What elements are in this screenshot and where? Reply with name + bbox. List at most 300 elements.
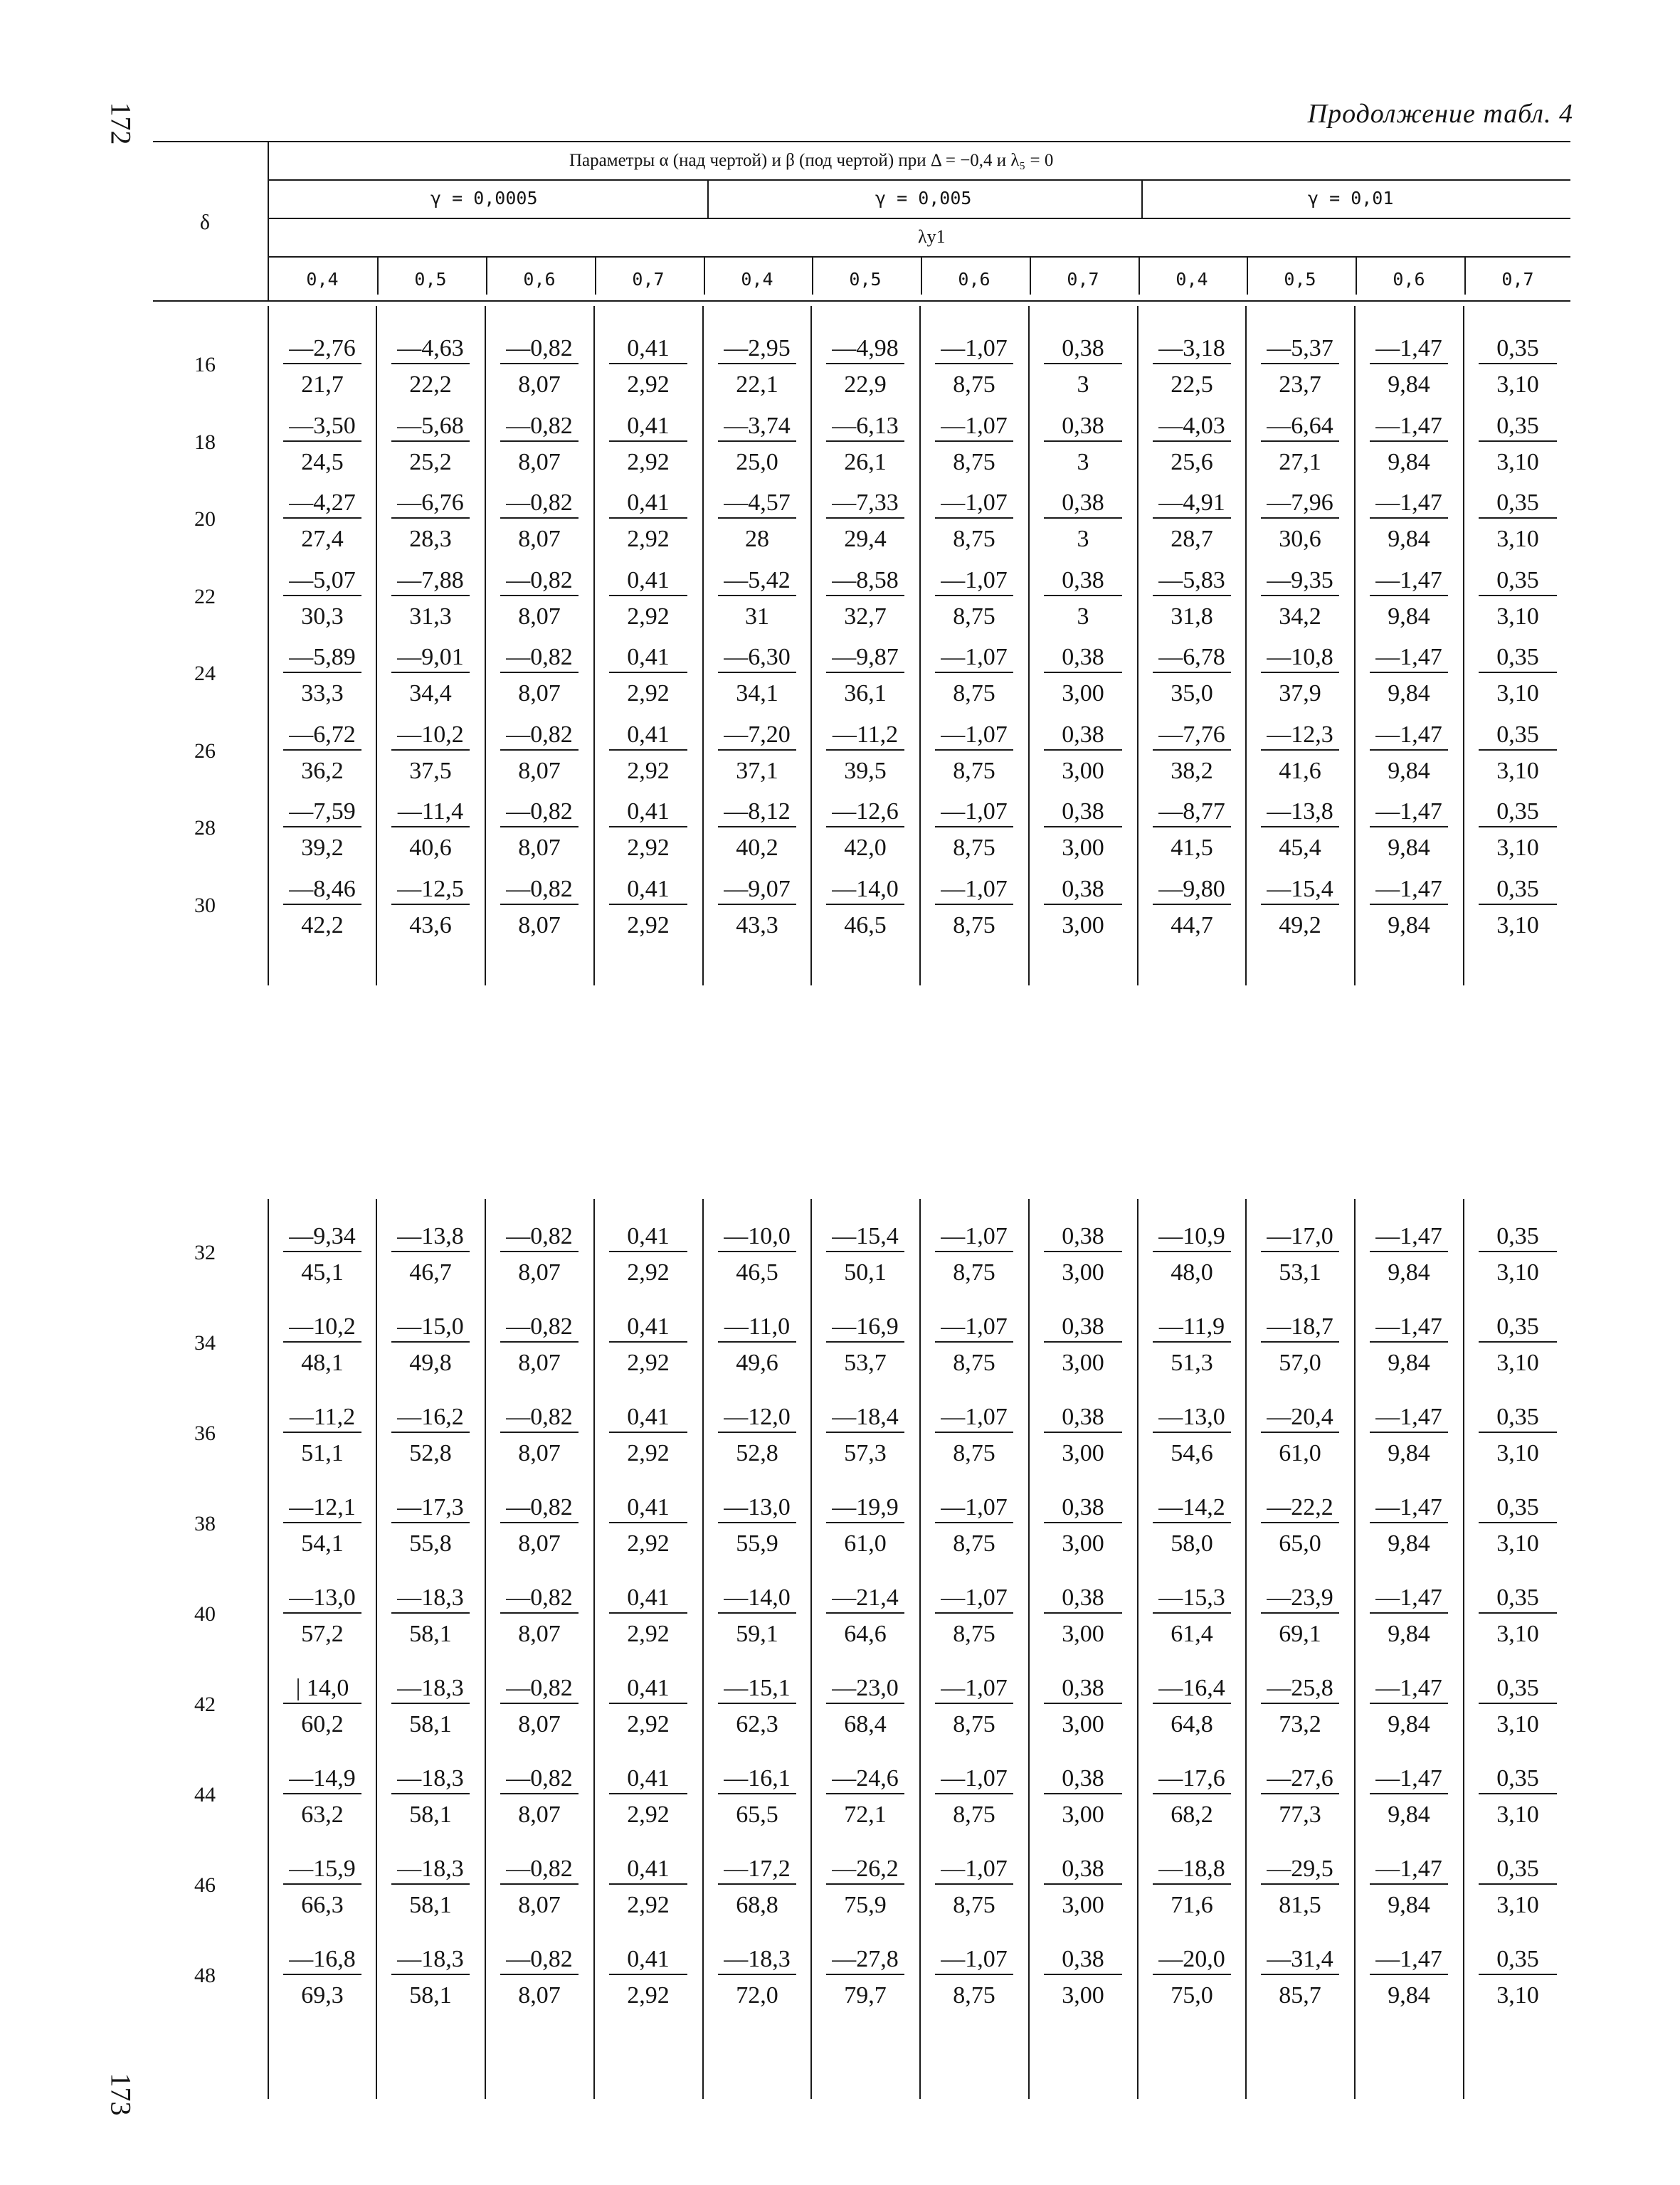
param-cell — [283, 1493, 361, 1560]
alpha-value: —9,80 — [1153, 875, 1231, 905]
alpha-value: 0,38 — [1044, 1584, 1122, 1614]
alpha-value: —5,07 — [283, 566, 361, 596]
beta-value: 61,4 — [1171, 1621, 1213, 1647]
beta-value: 2,92 — [627, 1802, 670, 1828]
column-line — [593, 306, 595, 985]
param-cell — [500, 1222, 579, 1289]
param-cell — [500, 566, 579, 633]
beta-value: 31 — [745, 603, 769, 630]
beta-value: 3,10 — [1496, 526, 1539, 552]
lambda-label: λy1 — [918, 226, 946, 247]
param-cell — [935, 643, 1013, 710]
beta-value: 60,2 — [301, 1711, 344, 1737]
beta-value: 52,8 — [736, 1440, 778, 1466]
param-cell — [1261, 412, 1339, 479]
param-cell — [1153, 798, 1231, 864]
beta-value: 3,10 — [1496, 603, 1539, 630]
beta-value: 28 — [745, 526, 769, 552]
param-cell — [826, 1945, 904, 2012]
column-line — [1245, 306, 1247, 985]
lambda-separator — [1464, 258, 1466, 295]
alpha-value: 0,35 — [1479, 1222, 1557, 1252]
param-cell — [1153, 1222, 1231, 1289]
param-cell — [1479, 798, 1557, 864]
beta-value: 9,84 — [1388, 1259, 1430, 1286]
param-cell — [1044, 1584, 1122, 1651]
alpha-value: 0,41 — [609, 489, 687, 519]
alpha-value: 0,41 — [609, 566, 687, 596]
param-cell — [1370, 1403, 1448, 1470]
param-cell — [1261, 1855, 1339, 1922]
beta-value: 52,8 — [409, 1440, 452, 1466]
column-line — [593, 1199, 595, 2099]
beta-value: 3 — [1077, 371, 1089, 398]
lambda-separator — [595, 258, 596, 295]
param-cell — [500, 1584, 579, 1651]
param-cell — [391, 1493, 470, 1560]
alpha-value: —6,13 — [826, 412, 904, 442]
beta-value: 58,1 — [409, 1711, 452, 1737]
beta-value: 59,1 — [736, 1621, 778, 1647]
alpha-value: —1,07 — [935, 1493, 1013, 1523]
beta-value: 9,84 — [1388, 1711, 1430, 1737]
param-cell — [1370, 1945, 1448, 2012]
gamma-group-2: γ = 0,005 — [875, 188, 972, 208]
beta-value: 38,2 — [1171, 757, 1213, 784]
param-cell — [1044, 1222, 1122, 1289]
param-cell — [826, 1584, 904, 1651]
beta-value: 3,00 — [1062, 1621, 1104, 1647]
alpha-value: —0,82 — [500, 1584, 579, 1614]
beta-value: 8,75 — [953, 1621, 995, 1647]
beta-value: 46,5 — [844, 911, 887, 938]
beta-value: 58,0 — [1171, 1530, 1213, 1557]
alpha-value: —1,07 — [935, 566, 1013, 596]
param-cell — [1044, 1493, 1122, 1560]
alpha-value: 0,35 — [1479, 489, 1557, 519]
beta-value: 40,6 — [409, 835, 452, 861]
param-cell — [391, 1674, 470, 1741]
param-cell — [1479, 1855, 1557, 1922]
beta-value: 9,84 — [1388, 1440, 1430, 1466]
param-cell — [609, 1674, 687, 1741]
beta-value: 9,84 — [1388, 1982, 1430, 2009]
beta-value: 3 — [1077, 448, 1089, 475]
beta-value: 3 — [1077, 603, 1089, 630]
alpha-value: —7,33 — [826, 489, 904, 519]
beta-value: 57,0 — [1279, 1350, 1321, 1376]
alpha-value: 0,41 — [609, 798, 687, 827]
param-cell — [826, 489, 904, 556]
beta-value: 58,1 — [409, 1621, 452, 1647]
page-number-right: 173 — [105, 2073, 137, 2116]
header-lambda-rule — [269, 256, 1570, 258]
alpha-value: —5,37 — [1261, 334, 1339, 364]
param-cell — [500, 334, 579, 401]
param-cell — [1261, 1222, 1339, 1289]
delta-value: 48 — [194, 1964, 216, 1987]
beta-value: 2,92 — [627, 1530, 670, 1557]
beta-value: 9,84 — [1388, 448, 1430, 475]
alpha-value: —1,47 — [1370, 334, 1448, 364]
beta-value: 3,00 — [1062, 911, 1104, 938]
beta-value: 8,07 — [518, 1350, 561, 1376]
beta-value: 34,4 — [409, 680, 452, 707]
beta-value: 8,75 — [953, 603, 995, 630]
param-cell — [1370, 566, 1448, 633]
alpha-value: 0,41 — [609, 1765, 687, 1794]
param-cell — [826, 1855, 904, 1922]
param-cell — [1479, 1222, 1557, 1289]
param-cell — [718, 412, 796, 479]
param-cell — [718, 566, 796, 633]
alpha-value: 0,35 — [1479, 1855, 1557, 1885]
alpha-value: —1,07 — [935, 1945, 1013, 1975]
beta-value: 9,84 — [1388, 1892, 1430, 1918]
alpha-value: —18,3 — [391, 1855, 470, 1885]
beta-value: 9,84 — [1388, 835, 1430, 861]
param-cell — [500, 1765, 579, 1831]
param-cell — [935, 566, 1013, 633]
alpha-value: —1,07 — [935, 489, 1013, 519]
param-cell — [1044, 721, 1122, 788]
beta-value: 3,10 — [1496, 680, 1539, 707]
column-line — [268, 1199, 269, 2099]
param-cell — [935, 412, 1013, 479]
alpha-value: —18,3 — [391, 1584, 470, 1614]
param-cell — [1044, 643, 1122, 710]
param-cell — [1479, 875, 1557, 942]
beta-value: 65,0 — [1279, 1530, 1321, 1557]
alpha-value: —14,9 — [283, 1765, 361, 1794]
alpha-value: —26,2 — [826, 1855, 904, 1885]
param-cell — [935, 489, 1013, 556]
beta-value: 48,0 — [1171, 1259, 1213, 1286]
delta-value: 20 — [194, 507, 216, 531]
alpha-value: —6,64 — [1261, 412, 1339, 442]
alpha-value: —1,07 — [935, 1855, 1013, 1885]
beta-value: 22,2 — [409, 371, 452, 398]
beta-value: 2,92 — [627, 911, 670, 938]
param-cell — [718, 1855, 796, 1922]
beta-value: 45,1 — [301, 1259, 344, 1286]
param-cell — [1044, 1674, 1122, 1741]
beta-value: 9,84 — [1388, 680, 1430, 707]
alpha-value: —25,8 — [1261, 1674, 1339, 1704]
param-cell — [935, 798, 1013, 864]
alpha-value: —1,07 — [935, 1674, 1013, 1704]
alpha-value: —9,07 — [718, 875, 796, 905]
alpha-value: —1,47 — [1370, 1674, 1448, 1704]
delta-value: 18 — [194, 430, 216, 454]
param-cell — [1044, 566, 1122, 633]
alpha-value: —18,3 — [718, 1945, 796, 1975]
param-cell — [283, 1674, 361, 1741]
param-cell — [609, 566, 687, 633]
alpha-value: 0,38 — [1044, 1855, 1122, 1885]
alpha-value: —1,47 — [1370, 1584, 1448, 1614]
param-cell — [826, 334, 904, 401]
beta-value: 9,84 — [1388, 1530, 1430, 1557]
beta-value: 61,0 — [1279, 1440, 1321, 1466]
beta-value: 43,6 — [409, 911, 452, 938]
delta-value: 30 — [194, 893, 216, 917]
alpha-value: —21,4 — [826, 1584, 904, 1614]
param-cell — [283, 412, 361, 479]
param-cell — [1153, 1765, 1231, 1831]
alpha-value: —6,72 — [283, 721, 361, 751]
beta-value: 3,00 — [1062, 1530, 1104, 1557]
param-cell — [1370, 489, 1448, 556]
beta-value: 3,00 — [1062, 757, 1104, 784]
alpha-value: —0,82 — [500, 1765, 579, 1794]
param-cell — [1153, 1493, 1231, 1560]
beta-value: 3,00 — [1062, 1440, 1104, 1466]
beta-value: 2,92 — [627, 1350, 670, 1376]
beta-value: 9,84 — [1388, 371, 1430, 398]
param-cell — [718, 721, 796, 788]
alpha-value: —12,5 — [391, 875, 470, 905]
column-line — [1463, 306, 1464, 985]
alpha-value: —4,57 — [718, 489, 796, 519]
param-cell — [391, 1855, 470, 1922]
param-cell — [391, 643, 470, 710]
param-cell — [1479, 1493, 1557, 1560]
alpha-value: —0,82 — [500, 1855, 579, 1885]
alpha-value: —0,82 — [500, 643, 579, 673]
beta-value: 3,00 — [1062, 680, 1104, 707]
alpha-value: 0,38 — [1044, 1222, 1122, 1252]
beta-value: 46,5 — [736, 1259, 778, 1286]
alpha-value: —18,3 — [391, 1945, 470, 1975]
param-cell — [1370, 721, 1448, 788]
beta-value: 8,75 — [953, 526, 995, 552]
delta-value: 34 — [194, 1331, 216, 1355]
beta-value: 8,75 — [953, 1802, 995, 1828]
param-cell — [1261, 643, 1339, 710]
param-cell — [391, 721, 470, 788]
alpha-value: —12,6 — [826, 798, 904, 827]
column-line — [485, 1199, 486, 2099]
beta-value: 2,92 — [627, 448, 670, 475]
param-cell — [1153, 1855, 1231, 1922]
alpha-value: —4,91 — [1153, 489, 1231, 519]
beta-value: 64,8 — [1171, 1711, 1213, 1737]
param-cell — [1370, 1493, 1448, 1560]
alpha-value: —18,7 — [1261, 1313, 1339, 1343]
beta-value: 33,3 — [301, 680, 344, 707]
param-cell — [1044, 1855, 1122, 1922]
param-cell — [500, 875, 579, 942]
param-cell — [1153, 721, 1231, 788]
beta-value: 3,10 — [1496, 911, 1539, 938]
beta-value: 72,1 — [844, 1802, 887, 1828]
lambda-separator — [921, 258, 922, 295]
beta-value: 65,5 — [736, 1802, 778, 1828]
delta-value: 32 — [194, 1241, 216, 1264]
column-line — [1354, 1199, 1356, 2099]
alpha-value: —16,4 — [1153, 1674, 1231, 1704]
beta-value: 2,92 — [627, 526, 670, 552]
column-line — [1137, 306, 1139, 985]
param-cell — [826, 1403, 904, 1470]
continuation-caption: Продолжение табл. 4 — [1307, 99, 1573, 129]
beta-value: 31,3 — [409, 603, 452, 630]
alpha-value: —31,4 — [1261, 1945, 1339, 1975]
param-cell — [826, 1765, 904, 1831]
param-cell — [391, 489, 470, 556]
lambda-value: 0,5 — [414, 269, 447, 290]
beta-value: 2,92 — [627, 1259, 670, 1286]
beta-value: 25,6 — [1171, 448, 1213, 475]
param-cell — [1044, 1313, 1122, 1380]
alpha-value: —18,3 — [391, 1765, 470, 1794]
param-cell — [826, 721, 904, 788]
alpha-value: —1,47 — [1370, 1765, 1448, 1794]
alpha-value: —9,87 — [826, 643, 904, 673]
alpha-value: —1,47 — [1370, 1222, 1448, 1252]
alpha-value: —1,07 — [935, 1584, 1013, 1614]
alpha-value: —7,96 — [1261, 489, 1339, 519]
column-line — [702, 306, 704, 985]
alpha-value: —11,0 — [718, 1313, 796, 1343]
param-cell — [1044, 798, 1122, 864]
alpha-value: —7,76 — [1153, 721, 1231, 751]
alpha-value: —7,59 — [283, 798, 361, 827]
alpha-value: —5,42 — [718, 566, 796, 596]
alpha-value: —1,07 — [935, 875, 1013, 905]
param-cell — [500, 1403, 579, 1470]
alpha-value: —0,82 — [500, 1493, 579, 1523]
lambda-value: 0,4 — [1176, 269, 1208, 290]
beta-value: 81,5 — [1279, 1892, 1321, 1918]
param-cell — [1044, 334, 1122, 401]
beta-value: 68,8 — [736, 1892, 778, 1918]
alpha-value: —11,9 — [1153, 1313, 1231, 1343]
alpha-value: —27,8 — [826, 1945, 904, 1975]
column-line — [1028, 1199, 1030, 2099]
param-cell — [718, 489, 796, 556]
param-cell — [1370, 643, 1448, 710]
alpha-value: —9,35 — [1261, 566, 1339, 596]
column-line — [376, 1199, 377, 2099]
lambda-value: 0,7 — [1501, 269, 1534, 290]
param-cell — [391, 1222, 470, 1289]
beta-value: 55,8 — [409, 1530, 452, 1557]
param-cell — [609, 1493, 687, 1560]
beta-value: 22,9 — [844, 371, 887, 398]
param-cell — [1479, 1584, 1557, 1651]
param-cell — [391, 334, 470, 401]
param-cell — [1044, 489, 1122, 556]
beta-value: 8,75 — [953, 911, 995, 938]
alpha-value: 0,35 — [1479, 643, 1557, 673]
alpha-value: —1,47 — [1370, 1493, 1448, 1523]
alpha-value: —0,82 — [500, 334, 579, 364]
alpha-value: —5,89 — [283, 643, 361, 673]
alpha-value: —16,9 — [826, 1313, 904, 1343]
param-cell — [609, 1855, 687, 1922]
param-cell — [283, 643, 361, 710]
alpha-value: 0,41 — [609, 1584, 687, 1614]
param-cell — [609, 798, 687, 864]
lambda-separator — [377, 258, 379, 295]
alpha-value: —0,82 — [500, 412, 579, 442]
param-cell — [283, 1945, 361, 2012]
param-cell — [1153, 1584, 1231, 1651]
param-cell — [1261, 721, 1339, 788]
beta-value: 8,07 — [518, 448, 561, 475]
param-cell — [1479, 1313, 1557, 1380]
alpha-value: 0,35 — [1479, 1584, 1557, 1614]
alpha-value: —1,07 — [935, 1313, 1013, 1343]
alpha-value: —18,8 — [1153, 1855, 1231, 1885]
beta-value: 44,7 — [1171, 911, 1213, 938]
alpha-value: 0,35 — [1479, 1674, 1557, 1704]
alpha-value: 0,41 — [609, 643, 687, 673]
param-cell — [718, 1493, 796, 1560]
alpha-value: —11,4 — [391, 798, 470, 827]
param-cell — [609, 643, 687, 710]
beta-value: 22,5 — [1171, 371, 1213, 398]
param-cell — [935, 721, 1013, 788]
alpha-value: —10,8 — [1261, 643, 1339, 673]
alpha-value: —1,07 — [935, 412, 1013, 442]
alpha-value: 0,41 — [609, 334, 687, 364]
beta-value: 23,7 — [1279, 371, 1321, 398]
beta-value: 8,07 — [518, 1621, 561, 1647]
beta-value: 3,10 — [1496, 1530, 1539, 1557]
alpha-value: 0,38 — [1044, 489, 1122, 519]
beta-value: 51,1 — [301, 1440, 344, 1466]
alpha-value: —15,3 — [1153, 1584, 1231, 1614]
beta-value: 3,10 — [1496, 1711, 1539, 1737]
param-cell — [391, 1313, 470, 1380]
beta-value: 54,1 — [301, 1530, 344, 1557]
param-cell — [718, 875, 796, 942]
beta-value: 54,6 — [1171, 1440, 1213, 1466]
alpha-value: —23,0 — [826, 1674, 904, 1704]
beta-value: 8,75 — [953, 371, 995, 398]
alpha-value: —6,78 — [1153, 643, 1231, 673]
alpha-value: —15,0 — [391, 1313, 470, 1343]
alpha-value: —3,50 — [283, 412, 361, 442]
beta-value: 8,75 — [953, 1350, 995, 1376]
alpha-value: —1,47 — [1370, 1313, 1448, 1343]
alpha-value: —12,0 — [718, 1403, 796, 1433]
column-line — [810, 306, 812, 985]
alpha-value: —4,63 — [391, 334, 470, 364]
beta-value: 48,1 — [301, 1350, 344, 1376]
alpha-value: —0,82 — [500, 1222, 579, 1252]
alpha-value: —1,07 — [935, 1222, 1013, 1252]
alpha-value: 0,38 — [1044, 1674, 1122, 1704]
alpha-value: —13,0 — [283, 1584, 361, 1614]
alpha-value: —10,9 — [1153, 1222, 1231, 1252]
alpha-value: 0,41 — [609, 1945, 687, 1975]
beta-value: 41,6 — [1279, 757, 1321, 784]
beta-value: 2,92 — [627, 835, 670, 861]
param-cell — [718, 1945, 796, 2012]
param-cell — [500, 489, 579, 556]
param-cell — [500, 1855, 579, 1922]
beta-value: 73,2 — [1279, 1711, 1321, 1737]
alpha-value: —9,34 — [283, 1222, 361, 1252]
alpha-value: —11,2 — [826, 721, 904, 751]
param-cell — [935, 334, 1013, 401]
delta-value: 24 — [194, 662, 216, 685]
alpha-value: —1,47 — [1370, 643, 1448, 673]
